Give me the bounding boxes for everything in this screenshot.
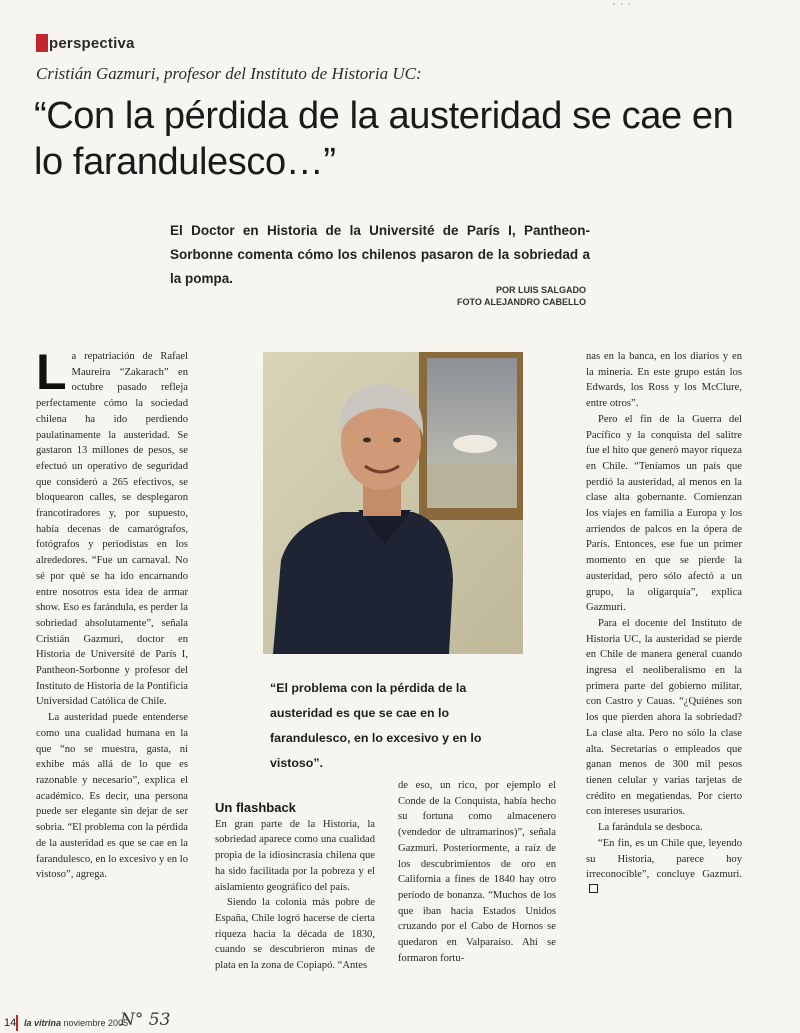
magazine-info	[24, 1018, 128, 1028]
paragraph: En gran parte de la Historia, la sobriedad aparece como una cualidad propia de la idiosincrasia chilena que ha sido facilitada por la pobreza y el aislamiento geográfico del país.	[215, 818, 375, 893]
paragraph: Pero el fin de la Guerra del Pacífico y la conquista del salitre fue el hito que generó mayor riqueza en Chile. “Teníamos un país que perdió la austeridad, al menos en la clase alta gobernante. Comienzan los viajes en familia a Europa y los arriendos de palcos en la ópera de París. Entonces, ese fue un primer momento en que se pierde la austeridad, pero sólo afectó a un grupo, la oligarquía”, explica Gazmuri.	[586, 413, 742, 614]
paragraph: de eso, un rico, por ejemplo el Conde de la Conquista, había hecho su fortuna como almacenero (vendedor de ultramarinos)”, señala Gazmuri. Posteriormente, a raíz de los descubrimientos de oro en California a fines de 1840 hay otro período de bonanza. “Muchos de los que iban hacia Estados Unidos cruzando por el Cabo de Hornos se quedaron en Valparaíso. Ahí se formaron fortu-	[398, 780, 556, 964]
footer-accent-bar	[16, 1015, 18, 1031]
magazine-name: la vitrina	[24, 1018, 62, 1028]
body-column-3	[398, 778, 556, 966]
paragraph-text: a repatriación de Rafael Maureira “Zakarach” en octubre pasado refleja perfectamente cómo la sociedad chilena ha ido perdiendo paulatinamente la austeridad. Se gastaron 13 millones de pesos, se efectuó un operativo de seguridad que consideró a 265 efectivos, se bloquearon calles, se desplegaron francotiradores y, por supuesto, había decenas de camarógrafos, fotógrafos y periodistas en los alrededores. “Fue un carnaval. No sé por qué se ha ido encarnando entre nosotros esta idea de armar show. Eso es farándula, es perder la sobriedad absolutamente”, señala Cristián Gazmuri, doctor en Historia de Université de París I, Pantheon-Sorbonne y profesor del Instituto de Historia de la Pontificia Universidad Católica de Chile.	[36, 351, 188, 708]
body-column-4	[586, 349, 742, 899]
issue-date: noviembre 2005	[63, 1018, 129, 1028]
section-color-block	[36, 34, 48, 52]
end-mark-icon	[589, 884, 598, 893]
drop-cap: L	[36, 344, 67, 400]
credits	[430, 284, 586, 308]
headline: “Con la pérdida de la austeridad se cae en lo farandulesco…”	[34, 95, 734, 183]
photo-credit: FOTO ALEJANDRO CABELLO	[456, 297, 586, 307]
deck: El Doctor en Historia de la Université de París I, Pantheon-Sorbonne comenta cómo los chilenos pasaron de la sobriedad a la pompa.	[170, 223, 590, 286]
pull-quote: “El problema con la pérdida de la austeridad es que se cae en lo farandulesco, en lo excesivo y en lo vistoso”.	[270, 681, 482, 770]
paragraph: La austeridad puede entenderse como una cualidad humana en la que “no se muestra, gasta, ni exhibe más allá de lo que es razonable y necesario”, explica el académico. Es decir, una persona puede ser elegante sin dejar de ser sobria. “El problema con la pérdida de la austeridad es que se cae en la farandulesco, en lo excesivo y en lo vistoso”, agrega.	[36, 712, 188, 881]
paragraph: nas en la banca, en los diarios y en la minería. En este grupo están los Edwards, los Ross y los McClure, entre otros”.	[586, 351, 742, 410]
body-column-2	[215, 800, 375, 974]
paragraph-text: “En fin, es un Chile que, leyendo su Historia, parece hoy irreconocible”, concluye Gazmuri.	[586, 837, 742, 881]
portrait-illustration	[263, 352, 523, 654]
paragraph: Siendo la colonia más pobre de España, Chile logró hacerse de cierta riqueza hacia la década de 1830, cuando se descubrieron minas de plata en la zona de Copiapó. “Antes	[215, 897, 375, 972]
subheading: Un flashback	[215, 800, 296, 815]
portrait-photo	[263, 352, 523, 654]
paragraph	[586, 836, 742, 899]
paragraph: Para el docente del Instituto de Historia UC, la austeridad se pierde en Chile de manera general cuando ingresa el neoliberalismo en la primera parte del gobierno militar, con Castro y Cauas. “¿Quiénes son los que pierden ahora la sobriedad? La clase alta. Pero no sólo la clase alta. Secretarias o empleados que ganan menos de 300 mil pesos tienen celular y varias tarjetas de crédito en megatiendas. Por cierto con intereses usurarios.	[586, 617, 742, 818]
paragraph	[36, 344, 188, 710]
handwritten-note: N° 53	[120, 1010, 171, 1030]
page-corner-mark: ...	[612, 0, 635, 9]
kicker: Cristián Gazmuri, profesor del Instituto de Historia UC:	[36, 64, 422, 83]
page-number: 14	[4, 1017, 17, 1029]
author-credit: POR LUIS SALGADO	[495, 285, 586, 295]
body-column-1	[36, 344, 188, 883]
section-label-text: perspectiva	[49, 34, 135, 52]
page-footer	[0, 1012, 800, 1033]
paragraph: La farándula se desboca.	[598, 822, 703, 834]
section-label	[36, 34, 135, 52]
